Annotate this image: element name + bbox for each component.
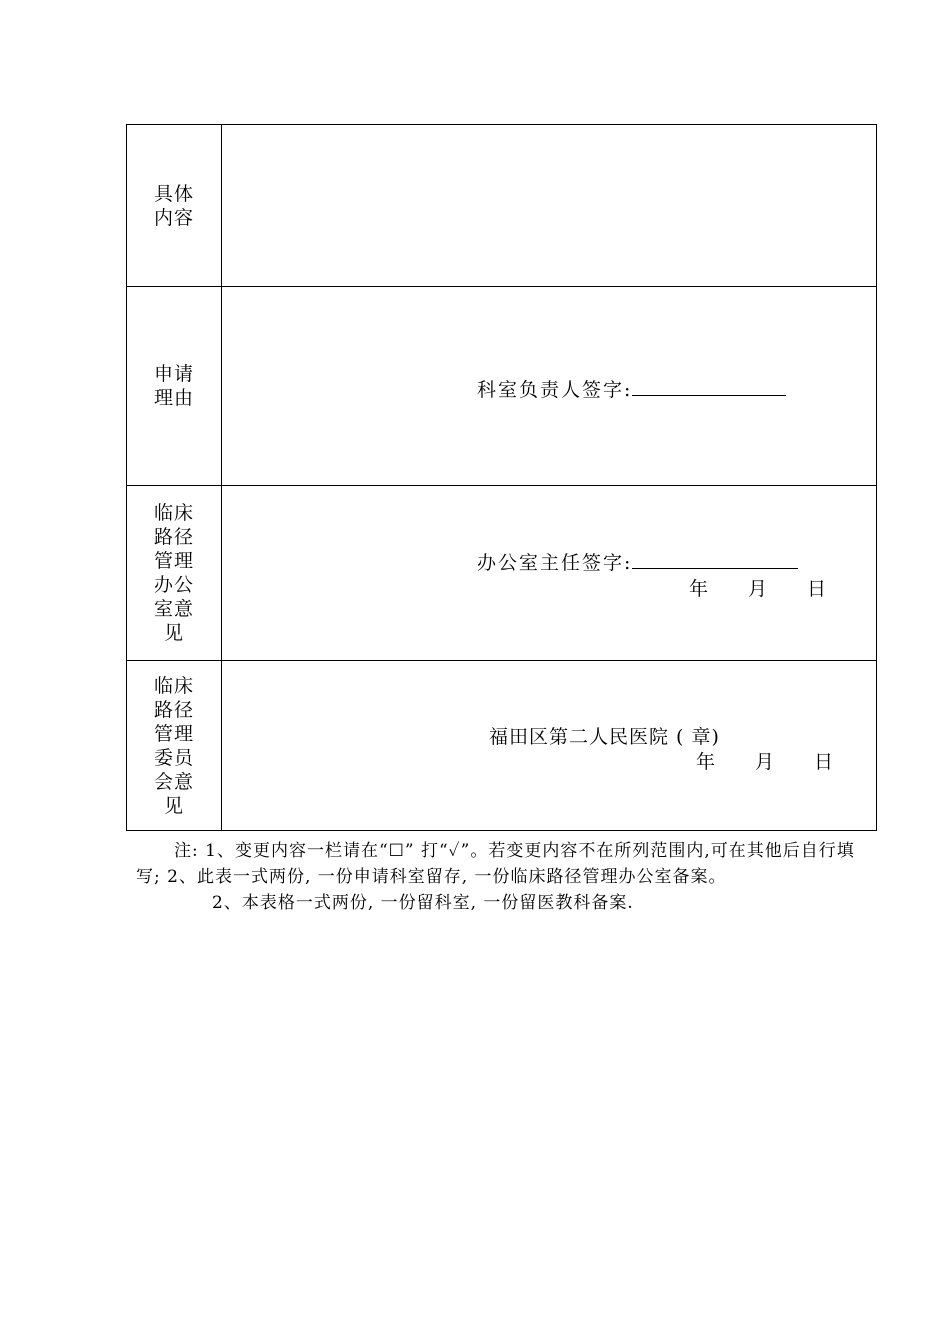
footnotes	[136, 838, 876, 916]
content-field[interactable]	[222, 125, 877, 287]
row-label: 具体内容	[153, 182, 194, 229]
label-cell-content	[127, 125, 222, 287]
label-cell-committee	[127, 661, 222, 831]
reason-field[interactable]	[222, 287, 877, 486]
dept-head-signature	[477, 375, 786, 402]
row-label: 临床路径管理委员会意见	[153, 674, 194, 817]
change-application-form	[126, 124, 877, 831]
row-reason	[127, 287, 877, 486]
note-1: 注: 1、变更内容一栏请在“☐” 打“✓”。若变更内容不在所列范围内,可在其他后自行填写; 2、此表一式两份, 一份申请科室留存, 一份临床路径管理办公室备案。	[136, 841, 855, 887]
row-label: 申请理由	[153, 363, 194, 409]
signature-blank[interactable]	[632, 379, 786, 396]
row-office-opinion	[127, 486, 877, 661]
label-cell-reason	[127, 287, 222, 486]
date-line	[689, 574, 826, 601]
date-year: 年	[696, 751, 716, 773]
label-cell-office	[127, 486, 222, 661]
signature-label: 办公室主任签字:	[477, 552, 633, 574]
date-month: 月	[748, 578, 768, 600]
row-committee-opinion	[127, 661, 877, 831]
date-day: 日	[814, 751, 834, 773]
date-month: 月	[755, 751, 775, 773]
hospital-stamp: 福田区第二人民医院 ( 章)	[489, 726, 720, 748]
signature-label: 科室负责人签字:	[477, 379, 633, 401]
office-director-signature	[477, 548, 798, 575]
note-2: 2、本表格一式两份, 一份留科室, 一份留医教科备案.	[212, 893, 634, 913]
date-line	[696, 747, 833, 774]
row-label: 临床路径管理办公室意见	[153, 502, 194, 644]
office-opinion-field[interactable]	[222, 486, 877, 661]
date-day: 日	[807, 578, 827, 600]
date-year: 年	[689, 578, 709, 600]
row-content	[127, 125, 877, 287]
signature-blank[interactable]	[632, 552, 798, 569]
committee-opinion-field[interactable]	[222, 661, 877, 831]
